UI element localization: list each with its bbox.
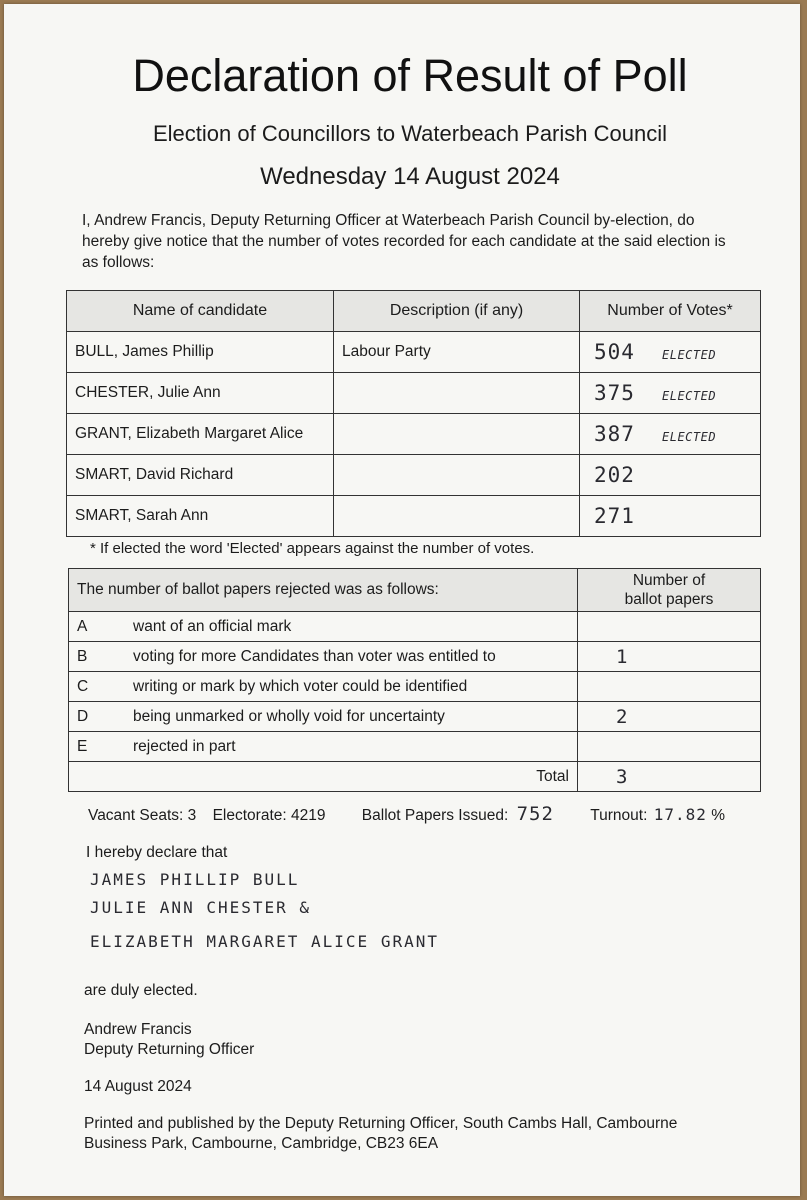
electorate: Electorate: 4219 — [212, 807, 326, 824]
candidate-description — [334, 455, 580, 496]
candidate-description — [334, 373, 580, 414]
table-row — [67, 332, 761, 373]
rejected-header-row — [69, 569, 761, 612]
rejection-letter: C — [69, 672, 126, 702]
vacant-seats: Vacant Seats: 3 — [88, 807, 197, 824]
candidate-name: BULL, James Phillip — [67, 332, 334, 373]
table-row — [67, 414, 761, 455]
table-row — [67, 496, 761, 537]
header-name: Name of candidate — [67, 291, 334, 332]
rejected-count-header-line2: ballot papers — [624, 591, 714, 608]
candidate-description: Labour Party — [334, 332, 580, 373]
duly-elected: are duly elected. — [84, 982, 198, 999]
candidate-name: SMART, Sarah Ann — [67, 496, 334, 537]
candidate-name: SMART, David Richard — [67, 455, 334, 496]
officer-title: Deputy Returning Officer — [84, 1041, 255, 1058]
page-title: Declaration of Result of Poll — [132, 50, 688, 101]
total-cell — [578, 762, 761, 792]
header-votes: Number of Votes* — [580, 291, 761, 332]
rejection-count-cell — [578, 702, 761, 732]
table-row — [69, 612, 761, 642]
candidate-votes: 271 — [594, 504, 635, 528]
candidate-votes-cell — [580, 332, 761, 373]
rejection-count-cell — [578, 642, 761, 672]
ballot-papers-value: 752 — [516, 803, 554, 825]
intro-paragraph: I, Andrew Francis, Deputy Returning Officer at Waterbeach Parish Council by-election, do hereby give notice that the number of votes recorded for each candidate at the said election is as follows: — [82, 212, 726, 271]
table-row — [67, 455, 761, 496]
election-subtitle: Election of Councillors to Waterbeach Parish Council — [153, 121, 667, 146]
notice-paper — [4, 4, 800, 1196]
candidate-votes: 375 — [594, 381, 635, 405]
candidate-name: CHESTER, Julie Ann — [67, 373, 334, 414]
header-description: Description (if any) — [334, 291, 580, 332]
total-label: Total — [69, 762, 578, 792]
rejection-reason: being unmarked or wholly void for uncertainty — [125, 702, 578, 732]
rejection-letter: D — [69, 702, 126, 732]
candidate-votes-cell — [580, 414, 761, 455]
table-row — [69, 672, 761, 702]
candidates-header-row — [67, 291, 761, 332]
candidate-description — [334, 414, 580, 455]
poll-summary — [88, 802, 768, 828]
table-row — [67, 373, 761, 414]
turnout-value: 17.82 — [653, 805, 707, 824]
candidate-votes: 202 — [594, 463, 635, 487]
rejected-ballots-table — [68, 568, 761, 792]
rejected-header: The number of ballot papers rejected was as follows: — [69, 569, 578, 612]
signed-date: 14 August 2024 — [84, 1078, 192, 1095]
rejection-count-cell — [578, 612, 761, 642]
elected-footnote: * If elected the word 'Elected' appears against the number of votes. — [90, 540, 535, 557]
candidate-votes: 504 — [594, 340, 635, 364]
rejection-count: 2 — [616, 705, 629, 728]
rejection-reason: writing or mark by which voter could be identified — [125, 672, 578, 702]
elected-name-1: JAMES PHILLIP BULL — [90, 870, 300, 889]
candidates-table — [66, 290, 761, 537]
ballot-papers-label: Ballot Papers Issued: — [361, 807, 509, 824]
table-row — [69, 702, 761, 732]
rejection-count-cell — [578, 672, 761, 702]
candidate-votes-cell — [580, 455, 761, 496]
declaration-intro: I hereby declare that — [86, 844, 228, 861]
rejection-letter: E — [69, 732, 126, 762]
candidate-votes-cell — [580, 496, 761, 537]
candidate-votes: 387 — [594, 422, 635, 446]
rejection-letter: B — [69, 642, 126, 672]
turnout-label: Turnout: — [590, 807, 648, 824]
total-row — [69, 762, 761, 792]
elected-mark: ELECTED — [662, 430, 717, 444]
printed-by: Printed and published by the Deputy Returning Officer, South Cambs Hall, Cambourne Business Park, Cambourne, Cambridge, CB23 6EA — [84, 1115, 678, 1152]
rejection-count-cell — [578, 732, 761, 762]
candidate-description — [334, 496, 580, 537]
elected-mark: ELECTED — [662, 389, 717, 403]
rejected-count-header — [578, 569, 761, 612]
rejection-reason: want of an official mark — [125, 612, 578, 642]
total-value: 3 — [616, 765, 629, 788]
candidate-votes-cell — [580, 373, 761, 414]
table-row — [69, 642, 761, 672]
elected-mark: ELECTED — [662, 348, 717, 362]
rejection-reason: rejected in part — [125, 732, 578, 762]
table-row — [69, 732, 761, 762]
candidate-name: GRANT, Elizabeth Margaret Alice — [67, 414, 334, 455]
turnout-unit: % — [711, 807, 725, 824]
elected-name-2: JULIE ANN CHESTER & — [90, 898, 312, 917]
officer-block — [84, 1020, 254, 1060]
election-date: Wednesday 14 August 2024 — [260, 163, 560, 190]
rejection-reason: voting for more Candidates than voter was entitled to — [125, 642, 578, 672]
rejected-count-header-line1: Number of — [632, 572, 706, 589]
rejection-letter: A — [69, 612, 126, 642]
officer-name: Andrew Francis — [84, 1021, 192, 1038]
elected-name-3: ELIZABETH MARGARET ALICE GRANT — [90, 932, 439, 951]
rejection-count: 1 — [616, 645, 629, 668]
